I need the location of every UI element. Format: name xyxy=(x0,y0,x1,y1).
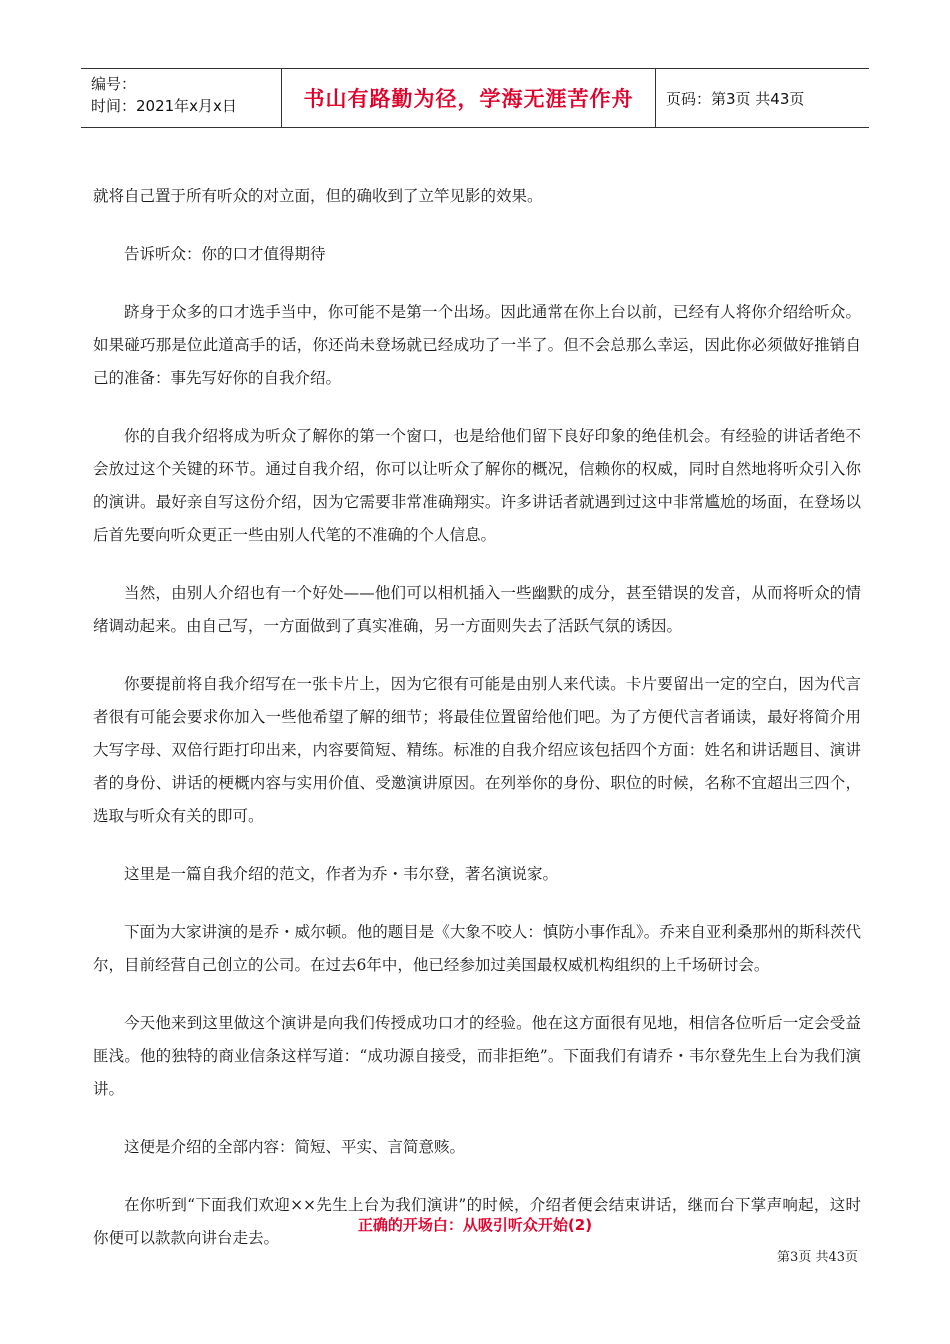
document-date: 时间：2021年x月x日 xyxy=(91,97,237,115)
paragraph: 跻身于众多的口才选手当中，你可能不是第一个出场。因此通常在你上台以前，已经有人将你介绍给听众。如果碰巧那是位此道高手的话，你还尚未登场就已经成功了一半了。但不会总那么幸运，因此你必须做好推销自己的准备：事先写好你的自我介绍。 xyxy=(93,303,861,387)
page-header xyxy=(81,68,869,128)
paragraph-continuation: 就将自己置于所有听众的对立面，但的确收到了立竿见影的效果。 xyxy=(93,187,543,205)
document-number: 编号： xyxy=(91,75,137,93)
paragraph: 当然，由别人介绍也有一个好处——他们可以相机插入一些幽默的成分，甚至错误的发音，从而将听众的情绪调动起来。由自己写，一方面做到了真实准确，另一方面则失去了活跃气氛的诱因。 xyxy=(93,584,861,635)
header-motto: 书山有路勤为径，学海无涯苦作舟 xyxy=(282,69,656,127)
paragraph: 今天他来到这里做这个演讲是向我们传授成功口才的经验。他在这方面很有见地，相信各位听后一定会受益匪浅。他的独特的商业信条这样写道：“成功源自接受，而非拒绝”。下面我们有请乔・韦尔登先生上台为我们演讲。 xyxy=(93,1014,861,1098)
section-title: 正确的开场白：从吸引听众开始(2) xyxy=(357,1216,593,1234)
paragraph: 你要提前将自我介绍写在一张卡片上，因为它很有可能是由别人来代读。卡片要留出一定的空白，因为代言者很有可能会要求你加入一些他希望了解的细节；将最佳位置留给他们吧。为了方便代言者诵读，最好将简介用大写字母、双倍行距打印出来，内容要简短、精练。标准的自我介绍应该包括四个方面：姓名和讲话题目、演讲者的身份、讲话的梗概内容与实用价值、受邀演讲原因。在列举你的身份、职位的时候，名称不宜超出三四个，选取与听众有关的即可。 xyxy=(93,675,861,825)
subheading-paragraph: 告诉听众：你的口才值得期待 xyxy=(124,245,326,263)
paragraph: 这便是介绍的全部内容：简短、平实、言简意赅。 xyxy=(124,1138,466,1156)
paragraph: 下面为大家讲演的是乔・威尔顿。他的题目是《大象不咬人：慎防小事作乱》。乔来自亚利桑那州的斯科茨代尔，目前经营自己创立的公司。在过去6年中，他已经参加过美国最权威机构组织的上千场研讨会。 xyxy=(93,923,861,974)
paragraph: 这里是一篇自我介绍的范文，作者为乔・韦尔登，著名演说家。 xyxy=(124,865,559,883)
paragraph: 你的自我介绍将成为听众了解你的第一个窗口，也是给他们留下良好印象的绝佳机会。有经验的讲话者绝不会放过这个关键的环节。通过自我介绍，你可以让听众了解你的概况，信赖你的权威，同时自然地将听众引入你的演讲。最好亲自写这份介绍，因为它需要非常准确翔实。许多讲话者就遇到过这中非常尴尬的场面，在登场以后首先要向听众更正一些由别人代笔的不准确的个人信息。 xyxy=(93,427,861,544)
document-body xyxy=(93,180,861,1280)
header-page-number: 页码：第3页 共43页 xyxy=(666,89,805,108)
paragraph: 在你听到“下面我们欢迎××先生上台为我们演讲”的时候，介绍者便会结束讲话，继而台下掌声响起，这时你便可以款款向讲台走去。 xyxy=(93,1196,861,1247)
header-meta xyxy=(81,69,282,127)
footer-page-number: 第3页 共43页 xyxy=(777,1250,858,1265)
